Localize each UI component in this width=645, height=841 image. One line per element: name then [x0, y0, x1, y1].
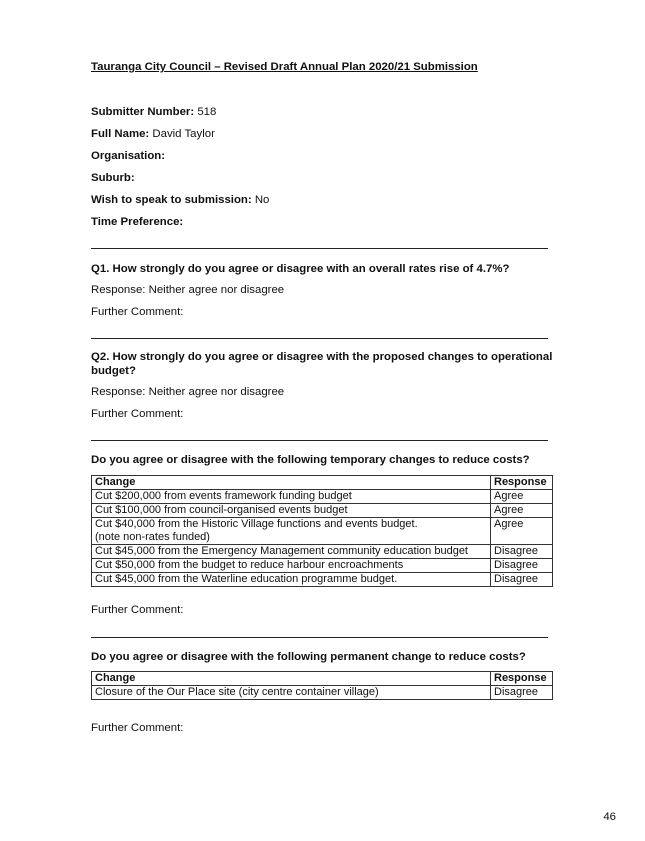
time-preference-row — [91, 216, 183, 228]
column-header-response: Response — [491, 476, 553, 490]
table-row — [92, 573, 553, 587]
temporary-changes-question: Do you agree or disagree with the following temporary changes to reduce costs? — [91, 454, 530, 466]
response-cell: Disagree — [491, 573, 553, 587]
response-cell: Agree — [491, 504, 553, 518]
field-label: Time Preference: — [91, 216, 184, 228]
response-cell: Disagree — [491, 686, 553, 700]
organisation-row — [91, 150, 165, 162]
page-number: 46 — [603, 811, 616, 823]
section-divider — [91, 248, 548, 249]
change-cell: Closure of the Our Place site (city centre container village) — [92, 686, 491, 700]
full-name-row — [91, 128, 215, 140]
field-value: No — [251, 194, 270, 206]
temporary-changes-table — [91, 475, 553, 587]
q2-response: Response: Neither agree nor disagree — [91, 386, 285, 398]
field-label: Suburb: — [91, 172, 135, 184]
q2-question: Q2. How strongly do you agree or disagree with the proposed changes to operational budget? — [91, 351, 553, 377]
response-cell: Disagree — [491, 545, 553, 559]
permanent-change-question: Do you agree or disagree with the following permanent change to reduce costs? — [91, 651, 526, 663]
table-row — [92, 504, 553, 518]
section-divider — [91, 637, 548, 638]
response-cell: Agree — [491, 490, 553, 504]
response-cell: Agree — [491, 518, 553, 545]
q1-response: Response: Neither agree nor disagree — [91, 284, 285, 296]
table-header-row — [92, 476, 553, 490]
table-row — [92, 545, 553, 559]
q2-further-comment: Further Comment: — [91, 408, 184, 420]
field-label: Submitter Number: — [91, 106, 195, 118]
column-header-change: Change — [92, 672, 491, 686]
field-label: Organisation: — [91, 150, 166, 162]
wish-to-speak-row — [91, 194, 269, 206]
q1-question: Q1. How strongly do you agree or disagree with an overall rates rise of 4.7%? — [91, 263, 510, 275]
change-cell: Cut $45,000 from the Emergency Management community education budget — [92, 545, 491, 559]
temporary-further-comment: Further Comment: — [91, 604, 184, 616]
change-cell: Cut $200,000 from events framework funding budget — [92, 490, 491, 504]
field-label: Wish to speak to submission: — [91, 194, 252, 206]
change-cell — [92, 518, 491, 545]
permanent-change-table — [91, 671, 553, 700]
table-row — [92, 490, 553, 504]
column-header-response: Response — [491, 672, 553, 686]
suburb-row — [91, 172, 135, 184]
submitter-number-row — [91, 106, 216, 118]
q1-further-comment: Further Comment: — [91, 306, 184, 318]
change-text: Cut $40,000 from the Historic Village functions and events budget. — [95, 518, 418, 530]
column-header-change: Change — [92, 476, 491, 490]
section-divider — [91, 440, 548, 441]
section-divider — [91, 338, 548, 339]
field-label: Full Name: — [91, 128, 150, 140]
table-row — [92, 518, 553, 545]
field-value: 518 — [194, 106, 217, 118]
change-cell: Cut $100,000 from council-organised events budget — [92, 504, 491, 518]
table-row — [92, 559, 553, 573]
document-title: Tauranga City Council – Revised Draft Annual Plan 2020/21 Submission — [91, 61, 478, 73]
change-note: (note non-rates funded) — [95, 531, 210, 543]
table-row — [92, 686, 553, 700]
permanent-further-comment: Further Comment: — [91, 722, 184, 734]
change-cell: Cut $50,000 from the budget to reduce harbour encroachments — [92, 559, 491, 573]
table-header-row — [92, 672, 553, 686]
field-value: David Taylor — [149, 128, 215, 140]
change-cell: Cut $45,000 from the Waterline education programme budget. — [92, 573, 491, 587]
response-cell: Disagree — [491, 559, 553, 573]
